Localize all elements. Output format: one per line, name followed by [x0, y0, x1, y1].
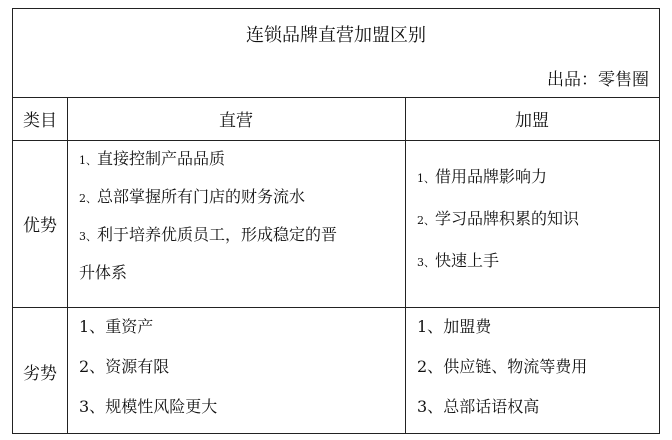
- table-title: 连锁品牌直营加盟区别: [246, 25, 426, 46]
- item-text: 升体系: [79, 263, 128, 282]
- item-number: 1、: [417, 172, 435, 185]
- item-text: 利于培养优质员工，形成稳定的晋: [97, 225, 338, 244]
- item-text: 直接控制产品品质: [97, 149, 226, 168]
- advantages-direct-list: [67, 149, 405, 299]
- disadvantages-franchise-list: [405, 317, 659, 429]
- list-item: [417, 209, 659, 251]
- item-number: 1、: [79, 154, 97, 167]
- list-item: [417, 251, 659, 281]
- item-number: 2、: [417, 214, 435, 227]
- item-number: 3、: [79, 230, 97, 243]
- header-direct: 直营: [219, 111, 253, 131]
- item-number: 3、: [79, 397, 106, 416]
- row-label-disadvantages: 劣势: [23, 363, 57, 384]
- header-franchise: 加盟: [515, 111, 549, 131]
- list-item: [417, 167, 659, 209]
- comparison-table: [12, 8, 660, 434]
- item-text: 总部话语权高: [443, 397, 540, 416]
- item-number: 2、: [79, 192, 97, 205]
- item-text: 资源有限: [105, 357, 170, 376]
- disadvantages-direct-list: [67, 317, 405, 429]
- list-item: [79, 317, 405, 357]
- list-item: [417, 317, 659, 357]
- item-number: 2、: [417, 357, 444, 376]
- list-item: [79, 397, 405, 427]
- item-number: 1、: [79, 317, 106, 336]
- advantages-franchise-list: [405, 167, 659, 287]
- item-number: 3、: [417, 256, 435, 269]
- list-item: [417, 357, 659, 397]
- list-item: [417, 397, 659, 427]
- row-divider: [13, 140, 659, 141]
- list-item: [79, 225, 405, 263]
- item-number: 2、: [79, 357, 106, 376]
- list-item: [79, 357, 405, 397]
- header-category: 类目: [23, 111, 57, 131]
- item-text: 借用品牌影响力: [435, 167, 548, 186]
- list-item: [79, 149, 405, 187]
- item-text: 重资产: [105, 317, 154, 336]
- item-text: 总部掌握所有门店的财务流水: [97, 187, 306, 206]
- item-number: 3、: [417, 397, 444, 416]
- list-item: [79, 263, 405, 293]
- item-number: 1、: [417, 317, 444, 336]
- credit-label: 出品：零售圈: [547, 69, 649, 90]
- item-text: 学习品牌积累的知识: [435, 209, 580, 228]
- row-divider: [13, 307, 659, 308]
- item-text: 加盟费: [443, 317, 492, 336]
- item-text: 规模性风险更大: [105, 397, 218, 416]
- row-label-advantages: 优势: [23, 216, 57, 236]
- item-text: 快速上手: [435, 251, 500, 270]
- item-text: 供应链、物流等费用: [443, 357, 588, 376]
- list-item: [79, 187, 405, 225]
